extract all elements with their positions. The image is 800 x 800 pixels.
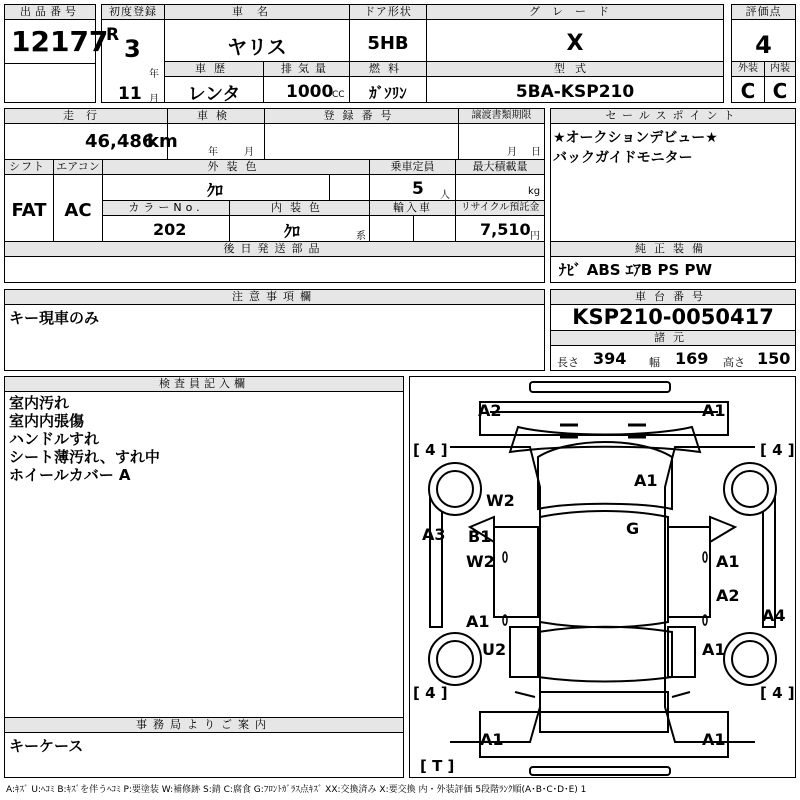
damage-code: W2 bbox=[466, 552, 495, 571]
damage-code: A1 bbox=[702, 730, 726, 749]
lot-number-blank bbox=[4, 63, 96, 103]
inspection-year-unit: 年 bbox=[208, 147, 218, 158]
door-cell bbox=[349, 4, 427, 62]
equipment: ﾅﾋﾞ ABS ｴｱB PS PW bbox=[559, 261, 713, 279]
tire-tread-front-left: [ 4 ] bbox=[413, 441, 448, 459]
transfer-month-unit: 月 bbox=[507, 147, 517, 158]
shift-label: シフト bbox=[5, 160, 53, 175]
dimensions-label: 諸元 bbox=[551, 331, 795, 346]
damage-code: A4 bbox=[762, 606, 786, 625]
fuel-cell bbox=[349, 61, 427, 103]
equipment-label: 純正装備 bbox=[551, 242, 795, 257]
score: 4 bbox=[755, 31, 772, 59]
inspector-note: ハンドルすれ bbox=[9, 430, 100, 448]
transfer-deadline-label: 譲渡書類期限 bbox=[459, 109, 544, 124]
maxload-label: 最大積載量 bbox=[456, 160, 544, 175]
score-label: 評価点 bbox=[732, 5, 795, 20]
damage-code: A1 bbox=[634, 471, 658, 490]
damage-code: G bbox=[626, 519, 640, 538]
first-registration-label: 初度登録 bbox=[102, 5, 164, 20]
int-color-label: 内装色 bbox=[230, 201, 369, 216]
registration-no-cell bbox=[264, 108, 459, 160]
inspection-month-unit: 月 bbox=[244, 147, 254, 158]
tire-tread-front-right: [ 4 ] bbox=[760, 441, 795, 459]
inspector-note: シート薄汚れ、すれ中 bbox=[9, 448, 160, 466]
displacement: 1000 bbox=[286, 82, 334, 102]
inspector-cell bbox=[4, 376, 404, 718]
car-outline bbox=[410, 377, 795, 777]
color-no-label: カラーNo. bbox=[103, 201, 229, 216]
lot-number-cell bbox=[4, 4, 109, 64]
ext-color-cell bbox=[102, 159, 370, 201]
length-label: 長さ bbox=[557, 356, 579, 369]
capacity: 5 bbox=[412, 179, 424, 199]
interior-label: 内装 bbox=[765, 62, 795, 77]
recycle-unit: 円 bbox=[530, 231, 540, 242]
car-name-cell bbox=[164, 4, 350, 62]
exterior-cell bbox=[731, 61, 765, 103]
grade-cell bbox=[426, 4, 724, 62]
score-cell bbox=[731, 4, 796, 62]
width: 169 bbox=[675, 349, 709, 368]
office-cell bbox=[4, 717, 404, 778]
damage-code: A3 bbox=[422, 525, 446, 544]
notes-cell bbox=[4, 289, 545, 371]
height-label: 高さ bbox=[723, 356, 745, 369]
grade: X bbox=[566, 31, 584, 56]
damage-code: A2 bbox=[478, 401, 502, 420]
shift-cell bbox=[4, 159, 54, 242]
model-cell bbox=[426, 61, 724, 103]
inspection-label: 車検 bbox=[168, 109, 264, 124]
mileage: 46,486 bbox=[85, 131, 155, 152]
mileage-label: 走行 bbox=[5, 109, 167, 124]
ext-color-label: 外装色 bbox=[103, 160, 369, 175]
model: 5BA-KSP210 bbox=[515, 82, 635, 102]
year-unit: 年 bbox=[149, 69, 159, 80]
registration-no-label: 登録番号 bbox=[265, 109, 458, 124]
sales-points-cell bbox=[550, 108, 796, 242]
notes-label: 注意事項欄 bbox=[5, 290, 544, 305]
maxload-cell bbox=[455, 159, 545, 201]
mileage-cell bbox=[4, 108, 178, 160]
era: R bbox=[106, 25, 120, 45]
chassis-label: 車台番号 bbox=[551, 290, 795, 305]
color-no-cell bbox=[102, 200, 230, 242]
later-parts-cell bbox=[4, 241, 545, 283]
exterior-grade: C bbox=[740, 79, 756, 103]
mileage-unit: km bbox=[147, 131, 178, 152]
model-label: 型式 bbox=[427, 62, 723, 77]
capacity-label: 乗車定員 bbox=[370, 160, 455, 175]
displacement-unit: CC bbox=[332, 90, 345, 100]
car-name-label: 車名 bbox=[165, 5, 349, 20]
interior-grade: C bbox=[772, 79, 788, 103]
ac: AC bbox=[64, 200, 92, 221]
lot-number: 12177 bbox=[11, 25, 109, 58]
door-label: ドア形状 bbox=[350, 5, 426, 20]
damage-code: B1 bbox=[468, 527, 492, 546]
history-cell bbox=[164, 61, 264, 103]
registration-year: 3 bbox=[124, 35, 141, 63]
damage-code: A1 bbox=[702, 401, 726, 420]
month-unit: 月 bbox=[149, 94, 159, 105]
damage-code: A1 bbox=[466, 612, 490, 631]
displacement-label: 排気量 bbox=[264, 62, 349, 77]
damage-code: W2 bbox=[486, 491, 515, 510]
inspector-label: 検査員記入欄 bbox=[5, 377, 403, 392]
spare-tire-label: [ T ] bbox=[420, 757, 455, 775]
office-label: 事務局よりご案内 bbox=[5, 718, 403, 733]
damage-code: A1 bbox=[702, 640, 726, 659]
history-label: 車歴 bbox=[165, 62, 263, 77]
lot-number-label: 出品番号 bbox=[5, 5, 95, 20]
damage-code: A1 bbox=[716, 552, 740, 571]
sales-point-line: バックガイドモニター bbox=[553, 150, 693, 166]
tire-tread-rear-right: [ 4 ] bbox=[760, 684, 795, 702]
registration-month: 11 bbox=[118, 84, 142, 104]
inspector-note: ホイールカバー A bbox=[9, 466, 131, 484]
sales-points-label: セールスポイント bbox=[551, 109, 795, 124]
ac-cell bbox=[53, 159, 103, 242]
car-name: ヤリス bbox=[227, 35, 287, 59]
chassis-number: KSP210-0050417 bbox=[572, 305, 774, 329]
later-parts-label: 後日発送部品 bbox=[5, 242, 544, 257]
equipment-cell bbox=[550, 241, 796, 283]
car-diagram bbox=[409, 376, 796, 778]
shift: FAT bbox=[11, 200, 47, 221]
color-no: 202 bbox=[153, 220, 187, 239]
inspector-note: 室内汚れ bbox=[9, 394, 70, 412]
fuel-label: 燃料 bbox=[350, 62, 426, 77]
length: 394 bbox=[593, 349, 627, 368]
int-color-unit: 系 bbox=[356, 231, 366, 242]
history: レンタ bbox=[187, 84, 241, 105]
import-cell bbox=[369, 200, 456, 242]
ac-label: エアコン bbox=[54, 160, 102, 175]
width-label: 幅 bbox=[649, 356, 660, 369]
damage-code: U2 bbox=[482, 640, 507, 659]
grade-label: グレード bbox=[427, 5, 723, 20]
legend: A:ｷｽﾞ U:ﾍｺﾐ B:ｷｽﾞを伴うﾍｺﾐ P:要塗装 W:補修跡 S:錆 C:腐食 G:ﾌﾛﾝﾄｶﾞﾗｽ点ｷｽﾞ XX:交換済み X:要交換 内・外装評価 5段階ﾗﾝｸ順(A･B･C･D･E) 1 bbox=[6, 785, 587, 795]
int-color: ｸﾛ bbox=[284, 222, 301, 241]
capacity-cell bbox=[369, 159, 456, 201]
door-type: 5HB bbox=[367, 33, 409, 54]
tire-tread-rear-left: [ 4 ] bbox=[413, 684, 448, 702]
ext-color: ｸﾛ bbox=[207, 181, 224, 200]
height: 150 bbox=[757, 349, 791, 368]
fuel: ｶﾞｿﾘﾝ bbox=[369, 84, 407, 102]
office-value: キーケース bbox=[9, 737, 84, 755]
damage-code: A1 bbox=[480, 730, 504, 749]
recycle-cell bbox=[455, 200, 545, 242]
inspector-note: 室内内張傷 bbox=[9, 412, 85, 430]
recycle-fee: 7,510 bbox=[480, 220, 531, 239]
interior-cell bbox=[764, 61, 796, 103]
first-registration-cell bbox=[101, 4, 165, 103]
recycle-label: リサイクル預託金 bbox=[456, 201, 544, 216]
exterior-label: 外装 bbox=[732, 62, 764, 77]
int-color-cell bbox=[229, 200, 370, 242]
chassis-cell bbox=[550, 289, 796, 371]
import-label: 輸入車 bbox=[370, 201, 455, 216]
transfer-day-unit: 日 bbox=[531, 147, 541, 158]
maxload-unit: kg bbox=[528, 186, 541, 197]
transfer-deadline-cell bbox=[458, 108, 545, 160]
sales-point-line: ★オークションデビュー★ bbox=[553, 130, 718, 146]
inspection-cell bbox=[167, 108, 265, 160]
notes-value: キー現車のみ bbox=[9, 309, 100, 327]
damage-code: A2 bbox=[716, 586, 740, 605]
capacity-unit: 人 bbox=[440, 190, 450, 201]
displacement-cell bbox=[263, 61, 350, 103]
